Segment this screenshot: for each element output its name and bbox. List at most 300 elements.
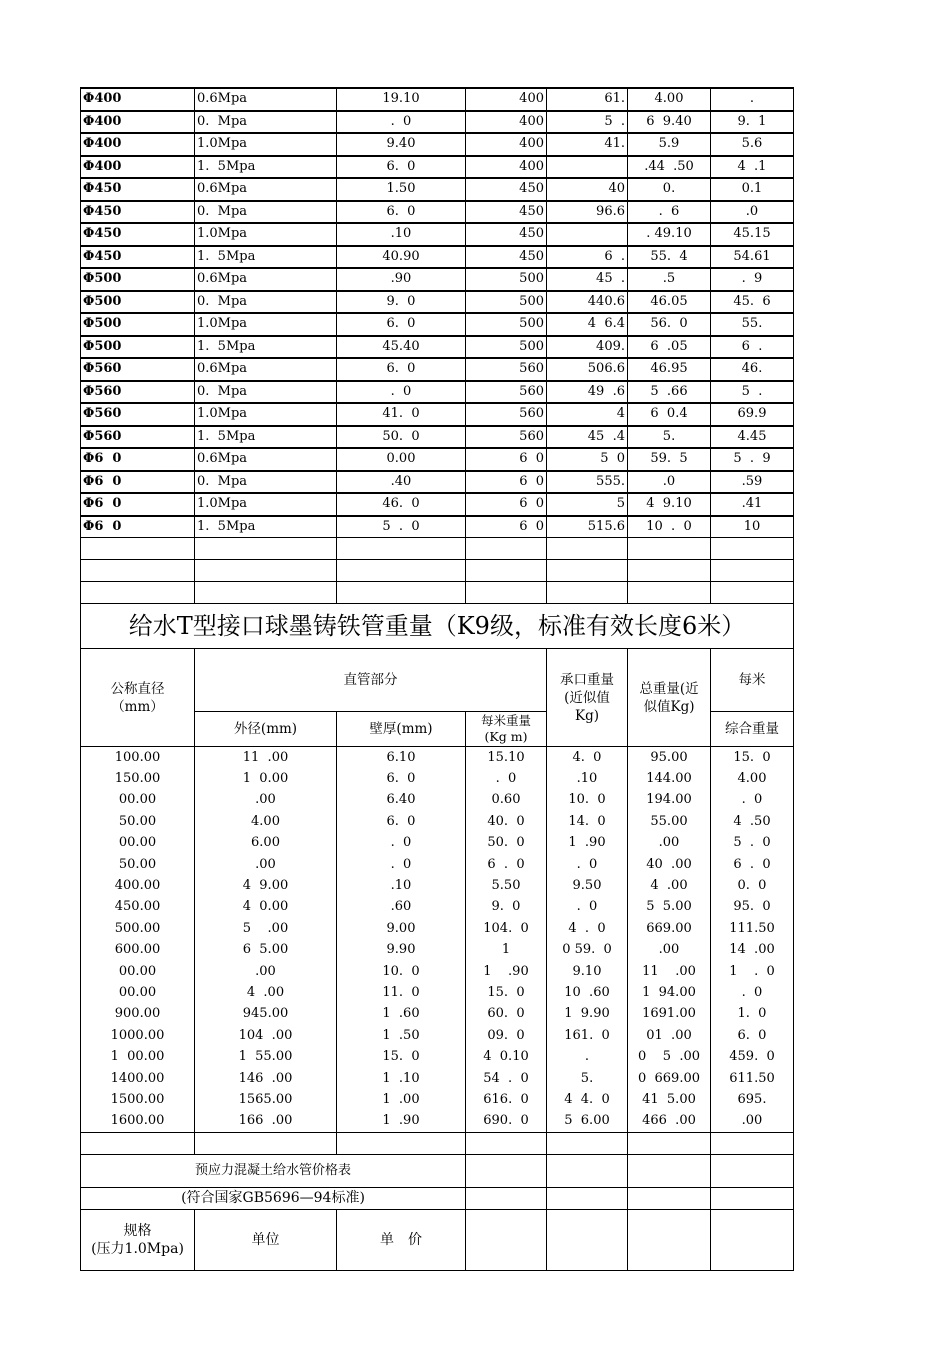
table-cell: 50.00: [81, 854, 195, 875]
table-cell: 0. Mpa: [195, 471, 337, 494]
table-cell: 6. 0: [337, 156, 466, 179]
table-row: [81, 336, 794, 359]
table-cell: 6 .: [547, 246, 628, 269]
header-nominal-diameter: 公称直径 （mm）: [81, 649, 195, 747]
table-cell: 560: [466, 403, 547, 426]
table-cell: 9.10: [547, 961, 628, 982]
table-cell: 440.6: [547, 291, 628, 314]
ductile-iron-table-body: [81, 747, 794, 1133]
table-cell: 1. 5Mpa: [195, 336, 337, 359]
table-cell: 4 9.10: [628, 493, 711, 516]
table-cell: 5 6.00: [547, 1111, 628, 1133]
header-total-weight: 总重量(近 似值Kg): [628, 649, 711, 747]
table-cell: 14. 0: [547, 811, 628, 832]
table-cell: 1 .90: [466, 961, 547, 982]
table-row: [81, 246, 794, 269]
table-cell: Φ560: [81, 381, 195, 404]
table-cell: 45.40: [337, 336, 466, 359]
table-cell: 4 . 0: [547, 918, 628, 939]
header-unit: 单位: [195, 1209, 337, 1270]
table-cell: 616. 0: [466, 1089, 547, 1110]
table-cell: .60: [337, 897, 466, 918]
table-cell: 6 . 0: [711, 854, 794, 875]
table-cell: 1 . 0: [711, 961, 794, 982]
table-cell: 6 0: [466, 516, 547, 538]
table-cell: . 0: [337, 833, 466, 854]
table-cell: 6.10: [337, 747, 466, 769]
table-cell: 4 0.00: [195, 897, 337, 918]
header-wall-thickness: 壁厚(mm): [337, 712, 466, 747]
table-cell: 4. 0: [547, 747, 628, 769]
table-cell: 146 .00: [195, 1068, 337, 1089]
table-cell: .10: [337, 875, 466, 896]
table-cell: 5 0: [547, 448, 628, 471]
table-cell: 4 4. 0: [547, 1089, 628, 1110]
table-row: [81, 471, 794, 494]
table-cell: 555.: [547, 471, 628, 494]
table-cell: Φ450: [81, 201, 195, 224]
table-cell: 15.10: [466, 747, 547, 769]
table-cell: 4 .1: [711, 156, 794, 179]
table-cell: 450: [466, 178, 547, 201]
table-cell: 41 5.00: [628, 1089, 711, 1110]
table-cell: 4 9.00: [195, 875, 337, 896]
header-outer-diameter: 外径(mm): [195, 712, 337, 747]
table-cell: 6. 0: [711, 1025, 794, 1046]
table-cell: 50. 0: [466, 833, 547, 854]
table-cell: . 49.10: [628, 223, 711, 246]
table-cell: 1 .90: [547, 833, 628, 854]
table-cell: 6.00: [195, 833, 337, 854]
pipe-table: [80, 87, 794, 1271]
table-row: [81, 156, 794, 179]
table-cell: 0.1: [711, 178, 794, 201]
table-cell: . 6: [628, 201, 711, 224]
table-cell: Φ560: [81, 358, 195, 381]
table-row: [81, 982, 794, 1003]
table-cell: 96.6: [547, 201, 628, 224]
table-cell: 6 0.4: [628, 403, 711, 426]
table-cell: 1565.00: [195, 1089, 337, 1110]
table-cell: 6 0: [466, 471, 547, 494]
table-row: [81, 940, 794, 961]
table-cell: .5: [628, 268, 711, 291]
table-cell: 6 .05: [628, 336, 711, 359]
table-cell: 1 00.00: [81, 1046, 195, 1067]
table-cell: 0 669.00: [628, 1068, 711, 1089]
table-cell: 0. Mpa: [195, 201, 337, 224]
table-cell: .0: [711, 201, 794, 224]
spreadsheet: [80, 87, 793, 1271]
table-cell: 95.00: [628, 747, 711, 769]
table-cell: 1.0Mpa: [195, 223, 337, 246]
table-cell: 9.90: [337, 940, 466, 961]
table-cell: Φ400: [81, 133, 195, 156]
table-cell: 1500.00: [81, 1089, 195, 1110]
table-cell: 560: [466, 381, 547, 404]
table-cell: 1. 0: [711, 1004, 794, 1025]
table-cell: Φ6 0: [81, 493, 195, 516]
table-cell: 10 .60: [547, 982, 628, 1003]
table-row: [81, 88, 794, 111]
table-cell: 400: [466, 88, 547, 111]
table-cell: 459. 0: [711, 1046, 794, 1067]
table-row: [81, 833, 794, 854]
table-cell: 5 .00: [195, 918, 337, 939]
concrete-pipe-subtitle: (符合国家GB5696—94标准): [81, 1188, 466, 1210]
concrete-pipe-title: 预应力混凝土给水管价格表: [81, 1155, 466, 1188]
table-cell: .: [711, 88, 794, 111]
table-cell: 5: [547, 493, 628, 516]
table-cell: 4 0.10: [466, 1046, 547, 1067]
table-cell: .41: [711, 493, 794, 516]
table-row: [81, 897, 794, 918]
table-cell: 560: [466, 358, 547, 381]
table-cell: Φ6 0: [81, 448, 195, 471]
table-row: [81, 313, 794, 336]
table-cell: 46. 0: [337, 493, 466, 516]
table-cell: 6.40: [337, 790, 466, 811]
table-cell: 6. 0: [337, 811, 466, 832]
table-cell: .90: [337, 268, 466, 291]
table-cell: . 0: [337, 111, 466, 134]
table-cell: .00: [195, 961, 337, 982]
table-row: [81, 223, 794, 246]
table-cell: 46.: [711, 358, 794, 381]
table-cell: 0 5 .00: [628, 1046, 711, 1067]
table-row: [81, 1025, 794, 1046]
table-cell: .00: [195, 790, 337, 811]
table-cell: 0. Mpa: [195, 111, 337, 134]
table-cell: .10: [547, 768, 628, 789]
table-cell: 0.6Mpa: [195, 358, 337, 381]
table-cell: 1.0Mpa: [195, 133, 337, 156]
table-cell: 61.: [547, 88, 628, 111]
table-cell: 14 .00: [711, 940, 794, 961]
table-cell: 11 .00: [195, 747, 337, 769]
table-cell: 900.00: [81, 1004, 195, 1025]
table-cell: 104. 0: [466, 918, 547, 939]
table-cell: 400: [466, 111, 547, 134]
table-cell: 6. 0: [337, 768, 466, 789]
table-cell: 50.00: [81, 811, 195, 832]
table-row: [81, 811, 794, 832]
table-cell: 5 .: [547, 111, 628, 134]
table-cell: Φ560: [81, 403, 195, 426]
table-row: [81, 1068, 794, 1089]
table-cell: 56. 0: [628, 313, 711, 336]
table-cell: 600.00: [81, 940, 195, 961]
table-cell: 150.00: [81, 768, 195, 789]
table-cell: 41.: [547, 133, 628, 156]
table-cell: 9.50: [547, 875, 628, 896]
header-weight-per-meter: 每米重量 (Kg m): [466, 712, 547, 747]
table-cell: Φ6 0: [81, 516, 195, 538]
header-combined-weight: 综合重量: [711, 712, 794, 747]
table-cell: 49 .6: [547, 381, 628, 404]
table-row: [81, 493, 794, 516]
table-cell: 5 . 0: [711, 833, 794, 854]
table-row: [81, 426, 794, 449]
table-cell: Φ450: [81, 178, 195, 201]
table-cell: 6 9.40: [628, 111, 711, 134]
table-cell: 1600.00: [81, 1111, 195, 1133]
table-row: [81, 875, 794, 896]
table-cell: 450: [466, 223, 547, 246]
table-cell: . 0: [711, 790, 794, 811]
table-cell: . 0: [466, 768, 547, 789]
table-cell: 450.00: [81, 897, 195, 918]
table-cell: 4.00: [195, 811, 337, 832]
table-cell: 5 .: [711, 381, 794, 404]
table-cell: 10. 0: [547, 790, 628, 811]
table-cell: 1 55.00: [195, 1046, 337, 1067]
table-row: [81, 961, 794, 982]
table-cell: 6 .: [711, 336, 794, 359]
table-row: [81, 768, 794, 789]
table-cell: 10 . 0: [628, 516, 711, 538]
table-cell: 9.00: [337, 918, 466, 939]
table-cell: 5.: [547, 1068, 628, 1089]
table-cell: Φ400: [81, 111, 195, 134]
header-straight-pipe: 直管部分: [195, 649, 547, 712]
table-cell: 669.00: [628, 918, 711, 939]
table-cell: .: [547, 1046, 628, 1067]
table-cell: 55.: [711, 313, 794, 336]
table-cell: . 0: [337, 854, 466, 875]
table-cell: 6. 0: [337, 358, 466, 381]
table-cell: .00: [711, 1111, 794, 1133]
table-cell: 40 .00: [628, 854, 711, 875]
table-cell: 4.00: [711, 768, 794, 789]
table-cell: 0. Mpa: [195, 291, 337, 314]
table-cell: 1 9.90: [547, 1004, 628, 1025]
table-cell: Φ450: [81, 223, 195, 246]
table-cell: 1.0Mpa: [195, 493, 337, 516]
ductile-iron-section: [81, 604, 794, 747]
table-cell: 55. 4: [628, 246, 711, 269]
table-cell: 59. 5: [628, 448, 711, 471]
table-cell: 46.95: [628, 358, 711, 381]
table-cell: 5.9: [628, 133, 711, 156]
table-cell: . 0: [547, 897, 628, 918]
table-cell: 450: [466, 201, 547, 224]
table-cell: [547, 156, 628, 179]
table-row: [81, 111, 794, 134]
table-cell: 400: [466, 133, 547, 156]
table-cell: .40: [337, 471, 466, 494]
table-cell: 166 .00: [195, 1111, 337, 1133]
table-cell: 945.00: [195, 1004, 337, 1025]
table-cell: Φ400: [81, 88, 195, 111]
table-cell: 1. 5Mpa: [195, 516, 337, 538]
table-cell: 6 . 0: [466, 854, 547, 875]
table-cell: 100.00: [81, 747, 195, 769]
table-cell: 1 .10: [337, 1068, 466, 1089]
table-cell: 5.50: [466, 875, 547, 896]
table-cell: 00.00: [81, 961, 195, 982]
table-row: [81, 381, 794, 404]
table-cell: 9. 1: [711, 111, 794, 134]
table-cell: 0 59. 0: [547, 940, 628, 961]
table-cell: 9. 0: [337, 291, 466, 314]
table-cell: 0.60: [466, 790, 547, 811]
table-cell: 5 . 9: [711, 448, 794, 471]
table-cell: 6. 0: [337, 201, 466, 224]
header-per-meter: 每米: [711, 649, 794, 712]
table-row: [81, 1046, 794, 1067]
table-cell: 11 .00: [628, 961, 711, 982]
table-cell: 144.00: [628, 768, 711, 789]
table-cell: 1400.00: [81, 1068, 195, 1089]
table-cell: Φ6 0: [81, 471, 195, 494]
table-cell: 1. 5Mpa: [195, 426, 337, 449]
table-cell: .59: [711, 471, 794, 494]
table-cell: 1000.00: [81, 1025, 195, 1046]
table-cell: 4: [547, 403, 628, 426]
table-cell: 45 .4: [547, 426, 628, 449]
table-cell: 6. 0: [337, 313, 466, 336]
table-cell: 611.50: [711, 1068, 794, 1089]
table-cell: 1 .60: [337, 1004, 466, 1025]
table-cell: .10: [337, 223, 466, 246]
table-row: [81, 1111, 794, 1133]
table-cell: 10: [711, 516, 794, 538]
table-cell: Φ400: [81, 156, 195, 179]
table-row: [81, 1004, 794, 1025]
table-cell: 50. 0: [337, 426, 466, 449]
table-cell: [547, 223, 628, 246]
table-cell: 695.: [711, 1089, 794, 1110]
table-cell: .00: [628, 940, 711, 961]
table-cell: 55.00: [628, 811, 711, 832]
table-cell: 45. 6: [711, 291, 794, 314]
table-row: [81, 918, 794, 939]
table-cell: 400: [466, 156, 547, 179]
table-cell: 0.: [628, 178, 711, 201]
table-cell: 4 .00: [195, 982, 337, 1003]
table-cell: 6 5.00: [195, 940, 337, 961]
table-cell: 400.00: [81, 875, 195, 896]
table-cell: 500: [466, 313, 547, 336]
table-cell: 1.0Mpa: [195, 313, 337, 336]
table-cell: 500: [466, 291, 547, 314]
table-cell: 1 .90: [337, 1111, 466, 1133]
table-cell: 506.6: [547, 358, 628, 381]
table-cell: 45.15: [711, 223, 794, 246]
table-cell: 161. 0: [547, 1025, 628, 1046]
table-cell: 4 6.4: [547, 313, 628, 336]
table-cell: 6 0: [466, 448, 547, 471]
table-cell: Φ560: [81, 426, 195, 449]
table-cell: 15. 0: [337, 1046, 466, 1067]
table-cell: 6 0: [466, 493, 547, 516]
table-cell: 00.00: [81, 790, 195, 811]
concrete-pipe-section: [81, 1133, 794, 1271]
table-cell: 69.9: [711, 403, 794, 426]
table-cell: 9. 0: [466, 897, 547, 918]
table-cell: 5 5.00: [628, 897, 711, 918]
table-cell: 41. 0: [337, 403, 466, 426]
table-cell: 0.6Mpa: [195, 268, 337, 291]
table-cell: 10. 0: [337, 961, 466, 982]
table-cell: 5 .66: [628, 381, 711, 404]
spacer-rows: [81, 538, 794, 604]
table-cell: 0.6Mpa: [195, 448, 337, 471]
table-cell: . 9: [711, 268, 794, 291]
ductile-iron-title: 给水T型接口球墨铸铁管重量（K9级，标准有效长度6米）: [81, 604, 794, 649]
table-cell: 54 . 0: [466, 1068, 547, 1089]
table-cell: 00.00: [81, 982, 195, 1003]
table-row: [81, 201, 794, 224]
table-cell: 40.90: [337, 246, 466, 269]
table-cell: . 0: [337, 381, 466, 404]
table-row: [81, 790, 794, 811]
table-cell: 1. 5Mpa: [195, 246, 337, 269]
table-cell: 5.: [628, 426, 711, 449]
table-cell: 1 .50: [337, 1025, 466, 1046]
table-cell: 09. 0: [466, 1025, 547, 1046]
table-cell: 0.6Mpa: [195, 178, 337, 201]
table-cell: 409.: [547, 336, 628, 359]
table-row: [81, 178, 794, 201]
table-cell: 4 .00: [628, 875, 711, 896]
table-cell: 19.10: [337, 88, 466, 111]
table-cell: .0: [628, 471, 711, 494]
table-cell: 45 .: [547, 268, 628, 291]
table-cell: 40. 0: [466, 811, 547, 832]
table-row: [81, 133, 794, 156]
table-cell: 104 .00: [195, 1025, 337, 1046]
table-cell: Φ500: [81, 268, 195, 291]
table-cell: .44 .50: [628, 156, 711, 179]
table-row: [81, 358, 794, 381]
header-spec: 规格 (压力1.0Mpa): [81, 1209, 195, 1270]
table-cell: Φ450: [81, 246, 195, 269]
table-cell: 9.40: [337, 133, 466, 156]
table-cell: 5.6: [711, 133, 794, 156]
table-cell: 1691.00: [628, 1004, 711, 1025]
table-cell: 4.45: [711, 426, 794, 449]
table-cell: 40: [547, 178, 628, 201]
table-cell: Φ500: [81, 336, 195, 359]
table-cell: 15. 0: [711, 747, 794, 769]
header-socket-weight: 承口重量 (近似值 Kg): [547, 649, 628, 747]
table-cell: 1: [466, 940, 547, 961]
table-cell: 515.6: [547, 516, 628, 538]
table-cell: 1 .00: [337, 1089, 466, 1110]
table-row: [81, 268, 794, 291]
pressure-pipe-table-body: [81, 88, 794, 538]
table-row: [81, 747, 794, 769]
table-row: [81, 516, 794, 538]
table-cell: 11. 0: [337, 982, 466, 1003]
table-cell: 560: [466, 426, 547, 449]
table-cell: 5 . 0: [337, 516, 466, 538]
table-cell: 111.50: [711, 918, 794, 939]
table-cell: 1 94.00: [628, 982, 711, 1003]
table-row: [81, 291, 794, 314]
table-cell: 15. 0: [466, 982, 547, 1003]
table-cell: 4 .50: [711, 811, 794, 832]
table-cell: Φ500: [81, 291, 195, 314]
header-price: 单 价: [337, 1209, 466, 1270]
table-cell: . 0: [711, 982, 794, 1003]
table-cell: 01 .00: [628, 1025, 711, 1046]
table-cell: 500.00: [81, 918, 195, 939]
table-cell: 1.50: [337, 178, 466, 201]
table-cell: 0. 0: [711, 875, 794, 896]
